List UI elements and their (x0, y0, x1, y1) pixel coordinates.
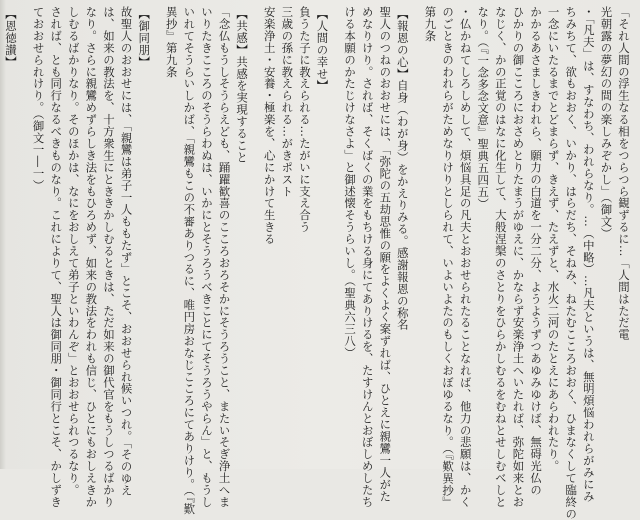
text-line: ける本願のかたじけなさよ」と御述懐そうらいし。（聖典六三八） (343, 6, 358, 359)
section-heading: 【共感】共感を実現すること (235, 8, 250, 164)
text-line: なり。さらに親鸞めずらしき法をもひろめず、如来の教法をわれも信じ、ひとにもおしえきか (84, 6, 99, 508)
text-line: ちみちて、欲もおおく、いかり、はらだち、そねみ、ねたむこころおおく、ひまなくして臨終の (564, 6, 579, 520)
text-line: ひかりの御こころにおさめとりたまうがゆえに、かならず安楽浄土へいたれば、弥陀如来とお (511, 6, 526, 508)
text-line: かかるあさましきわれら、願力の白道を一分二分、ようようずつあゆみゆけば、無碍光仏の (529, 6, 544, 496)
text-line: 安楽浄土・安養・極楽を、心にかけて生きる (262, 6, 277, 245)
section-heading: 【御同朋】 (137, 8, 152, 68)
text-line: 「それ人間の浮生なる相をつらつら観ずるに…「人間はただ電 (617, 6, 631, 341)
text-line: 聖人のつねのおおせには、「弥陀の五劫思惟の願をよくよく案ずれば、ひとえに親鸞一人がた (378, 6, 393, 503)
section-heading: 【報恩の心】自身（わが身）をかえりみる。感謝報恩の称名 (395, 8, 410, 331)
text-line: ・「凡夫」は、すなわち、われらなり。…（中略）…凡夫というは、無明煩悩われらがみにみ (581, 6, 596, 503)
text-line: しむるばかりなり。そのほかは、なにをおしえて弟子といわんぞ」とおおせられつるなり。 (66, 6, 81, 496)
text-line: は、如来の教法を、十方衆生にとききかしむるときは、ただ如来の御代官をもうしつるばかり (101, 6, 116, 508)
text-line: いれてそうらいしかば、「親鸞もこの不審ありつるに、唯円房おなじこころにてありけり。（『歎 (182, 6, 197, 515)
text-line: ておおせられけり。（御文一―一） (31, 6, 46, 192)
text-line: 第九条 (423, 6, 438, 42)
section-heading: 【恩徳讃】 (4, 8, 18, 68)
text-line: 三歳の孫に教えられる…がきポスト (280, 6, 295, 198)
text-line: なじく、かの正覚のはなに化生して、大般涅槃のさとりをひらかしむるをむねとせしむべしと (493, 6, 508, 508)
section-heading: 【人間の幸せ】 (315, 8, 330, 92)
text-line: なり。（『一念多念文意』聖典五四五） (476, 6, 491, 210)
text-line: 負うた子に教えられる…たがいに支え合う (297, 6, 312, 234)
text-line: 故聖人のおおせには、「親鸞は弟子一人ももたず」とこそ、おおせられ候いつれ。「そのゆえ (119, 6, 134, 497)
text-line: されば、とも同行なるべきものなり。これによりて、聖人は御同朋・御同行とこそ、かしずき (49, 6, 64, 508)
text-line: 「念仏もうしそうらえども、踊躍歓喜のこころおろそかにそうろうこと、またいそぎ浄土へま (217, 6, 232, 508)
text-line: いりたきこころのそうらわぬは、いかにとそうろうべきことにてそうろうやらん」と、もうし (199, 6, 214, 508)
text-line: のごときのわれらがためなりけりとしられて、いよいよたのもしくおぼゆるなり。（『歎異抄』 (441, 6, 456, 509)
text-line: 異抄』第九条 (164, 6, 179, 78)
text-line: ・仏かねてしろしめして、煩悩具足の凡夫とおおせられたることなれば、他力の悲願は、かく (458, 6, 473, 508)
vertical-text-body (0, 6, 632, 520)
text-line: 光朝露の夢幻の間の楽しみぞかし」（御文） (599, 6, 614, 240)
text-line: 一念にいたるまでとどまらず、きえず、たえずと、水火二河のたとえにあらわれたり。 (546, 6, 561, 473)
text-line: めなりけり。されば、そくばくの業をもちける身にてありけるを、たすけんとおぼしめしたち (360, 6, 375, 508)
text-line (0, 6, 1, 464)
